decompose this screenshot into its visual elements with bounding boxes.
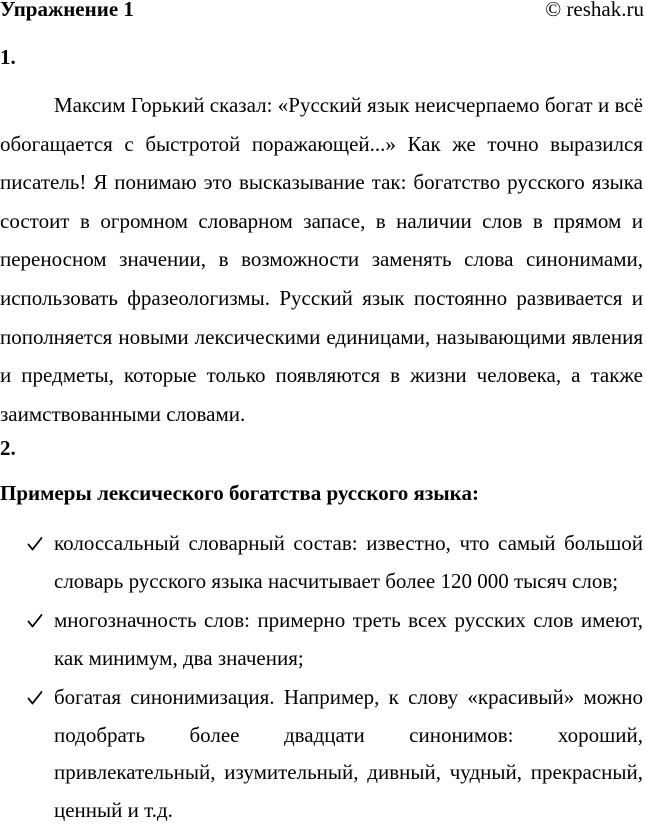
page-header: [0, 0, 646, 22]
answer-paragraph: Максим Горький сказал: «Русский язык неисчерпаемо богат и всё обогащается с быстротой поражающей...» Как же точно выразился писатель! Я понимаю это высказывание так: богатство русского языка состоит в огромном словарном запасе, в наличии слов в прямом и переносном значении, в возможности заменять слова синонимами, использовать фразеологизмы. Русский язык постоянно развивается и пополняется новыми лексическими единицами, называющими явления и предметы, которые только появляются в жизни человека, а также заимствованными словами.: [0, 93, 643, 426]
section-number-2: 2.: [0, 436, 16, 460]
checkmark-icon: [27, 690, 43, 706]
checkmark-icon: [27, 536, 43, 552]
examples-list: [0, 525, 646, 831]
section-number-1: 1.: [0, 45, 16, 69]
list-item: [0, 602, 643, 677]
list-item-text: многозначность слов: примерно треть всех русских слов имеют, как минимум, два значения;: [54, 608, 643, 670]
examples-heading: Примеры лексического богатства русского языка:: [0, 481, 479, 505]
site-watermark: © reshak.ru: [545, 0, 644, 21]
list-item: [0, 525, 643, 600]
list-item: [0, 679, 643, 829]
checkmark-icon: [27, 613, 43, 629]
list-item-text: колоссальный словарный состав: известно, что самый большой словарь русского языка насчитывает более 120 000 тысяч слов;: [54, 531, 643, 593]
exercise-title: Упражнение 1: [0, 0, 134, 21]
list-item-text: богатая синонимизация. Например, к слову «красивый» можно подобрать более двадцати синонимов: хороший, привлекательный, изумительный, дивный, чудный, прекрасный, ценный и т.д.: [54, 685, 643, 822]
